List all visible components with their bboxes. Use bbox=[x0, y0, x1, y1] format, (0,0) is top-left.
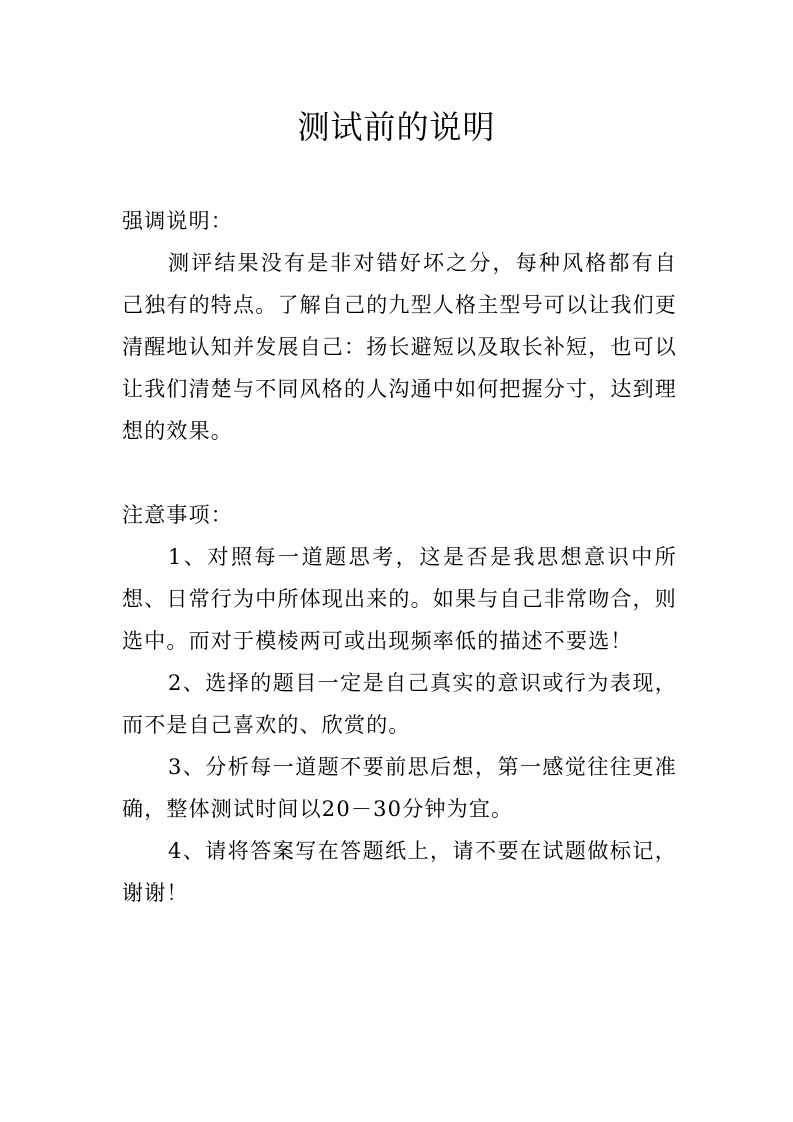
intro-heading: 强调说明： bbox=[122, 209, 233, 233]
note-item-3: 3、分析每一道题不要前思后想，第一感觉往往更准确，整体测试时间以20－30分钟为宜。 bbox=[122, 755, 677, 821]
note-item-1: 1、对照每一道题思考，这是否是我思想意识中所想、日常行为中所体现出来的。如果与自己非常吻合，则选中。而对于模棱两可或出现频率低的描述不要选！ bbox=[122, 545, 677, 653]
intro-paragraph: 测评结果没有是非对错好坏之分，每种风格都有自己独有的特点。了解自己的九型人格主型号可以让我们更清醒地认知并发展自己：扬长避短以及取长补短，也可以让我们清楚与不同风格的人沟通中如何把握分寸，达到理想的效果。 bbox=[122, 251, 677, 443]
notes-heading: 注意事项： bbox=[122, 503, 233, 527]
note-item-4: 4、请将答案写在答题纸上，请不要在试题做标记，谢谢！ bbox=[122, 839, 677, 905]
section-spacer bbox=[122, 452, 677, 494]
note-item-2: 2、选择的题目一定是自己真实的意识或行为表现，而不是自己喜欢的、欣赏的。 bbox=[122, 671, 677, 737]
page-title: 测试前的说明 bbox=[297, 108, 496, 146]
document-body bbox=[122, 200, 677, 914]
